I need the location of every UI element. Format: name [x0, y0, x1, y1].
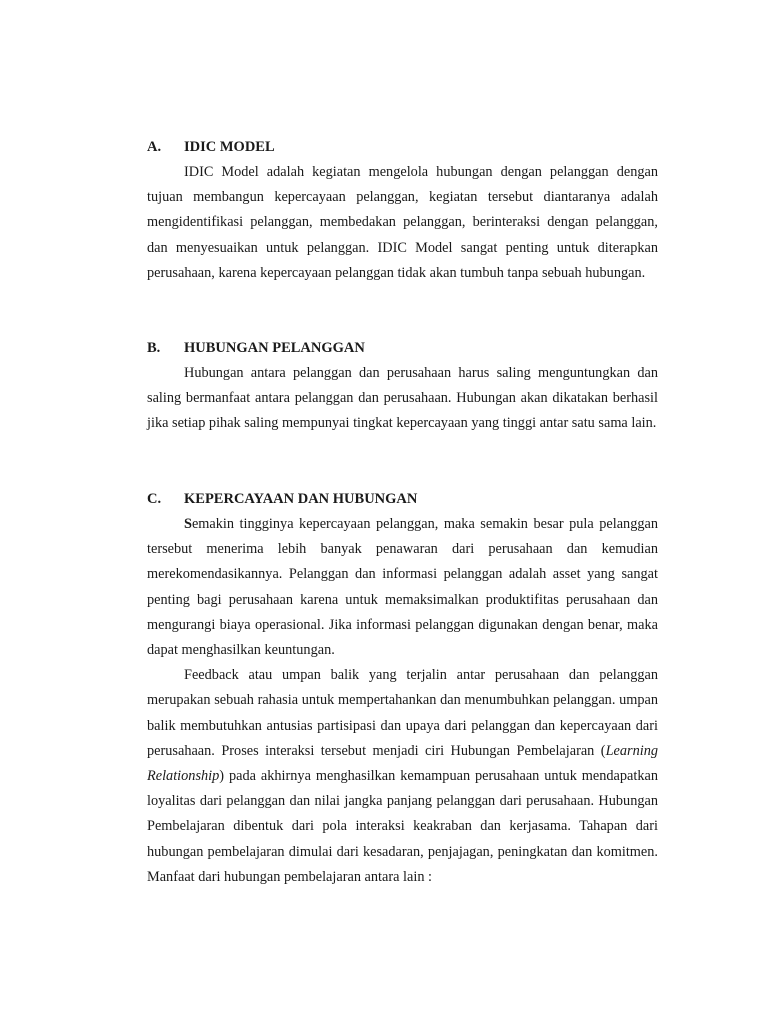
paragraph — [147, 663, 658, 890]
paragraph-text: emakin tingginya kepercayaan pelanggan, maka semakin besar pula pelanggan tersebut menerima lebih banyak penawaran dari perusahaan dan kemudian merekomendasikannya. Pelanggan dan informasi pelanggan adalah asset yang sangat penting bagi perusahaan karena untuk memaksimalkan produktifitas perusahaan dan mengurangi biaya operasional. Jika informasi pelanggan digunakan dengan benar, maka dapat menghasilkan keuntungan. — [147, 516, 658, 659]
section-title: HUBUNGAN PELANGGAN — [184, 340, 365, 356]
paragraph: IDIC Model adalah kegiatan mengelola hubungan dengan pelanggan dengan tujuan membangun kepercayaan pelanggan, kegiatan tersebut diantaranya adalah mengidentifikasi pelanggan, membedakan pelanggan, berinteraksi dengan pelanggan, dan menyesuaikan untuk pelanggan. IDIC Model sangat penting untuk diterapkan perusahaan, karena kepercayaan pelanggan tidak akan tumbuh tanpa sebuah hubungan. — [147, 164, 658, 281]
italic-term: Learning Relationship — [147, 742, 658, 785]
section-b — [147, 335, 658, 437]
drop-initial: S — [184, 516, 192, 532]
section-letter: A. — [147, 139, 162, 155]
section-letter: B. — [147, 340, 161, 356]
section-a — [147, 134, 658, 286]
paragraph — [147, 512, 658, 663]
section-heading — [147, 335, 658, 361]
section-title: IDIC MODEL — [184, 139, 275, 155]
section-heading — [147, 134, 658, 160]
section-heading — [147, 486, 658, 512]
paragraph-text: ) pada akhirnya menghasilkan kemampuan perusahaan untuk mendapatkan loyalitas dari pelanggan dan nilai jangka panjang pelanggan dari perusahaan. Hubungan Pembelajaran dibentuk dari pola interaksi keakraban dan kerjasama. Tahapan dari hubungan pembelajaran dimulai dari kesadaran, penjajagan, peningkatan dan komitmen. Manfaat dari hubungan pembelajaran antara lain : — [147, 768, 658, 885]
section-c — [147, 486, 658, 890]
section-letter: C. — [147, 491, 162, 507]
paragraph-text: Feedback atau umpan balik yang terjalin antar perusahaan dan pelanggan merupakan sebuah rahasia untuk mempertahankan dan menumbuhkan pelanggan. umpan balik membutuhkan antusias partisipasi dan upaya dari pelanggan dan kepercayaan dari perusahaan. Proses interaksi tersebut menjadi ciri Hubungan Pembelajaran ( — [147, 667, 658, 759]
section-title: KEPERCAYAAN DAN HUBUNGAN — [184, 491, 418, 507]
paragraph: Hubungan antara pelanggan dan perusahaan harus saling menguntungkan dan saling bermanfaat antara pelanggan dan perusahaan. Hubungan akan dikatakan berhasil jika setiap pihak saling mempunyai tingkat kepercayaan yang tinggi antar satu sama lain. — [147, 365, 658, 432]
